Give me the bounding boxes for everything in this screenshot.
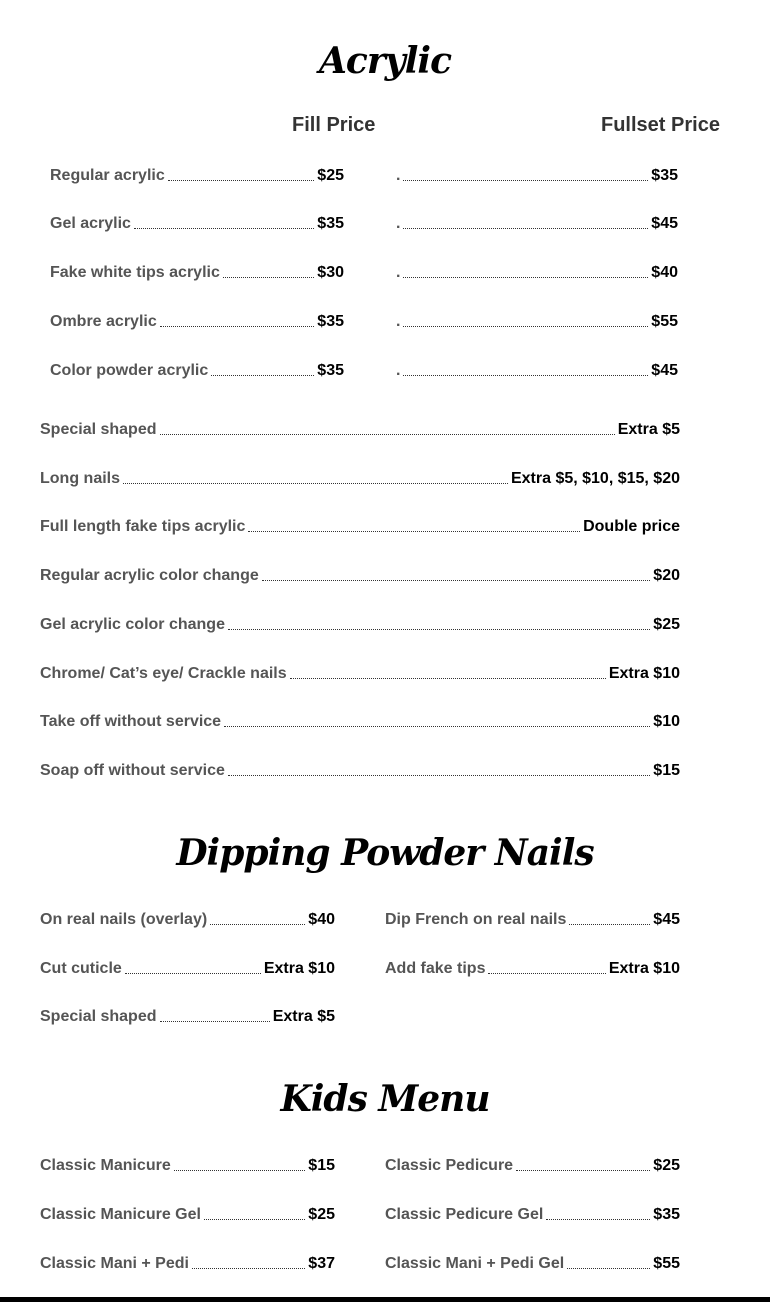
dotted-leader: [567, 1268, 650, 1269]
dotted-leader: [569, 924, 650, 925]
item-label: Color powder acrylic: [50, 362, 209, 379]
item-price: Extra $10: [608, 664, 680, 682]
item-price: $15: [308, 1157, 335, 1174]
menu-item: [40, 909, 335, 929]
item-label: .: [396, 362, 401, 379]
dotted-leader: [125, 973, 261, 974]
item-label: Long nails: [40, 469, 120, 487]
dotted-leader: [403, 277, 648, 278]
item-label: .: [396, 264, 401, 281]
dotted-leader: [228, 775, 650, 776]
item-label: On real nails (overlay): [40, 911, 208, 928]
dotted-leader: [204, 1219, 305, 1220]
menu-item: [40, 565, 680, 585]
item-price: $35: [651, 167, 678, 184]
item-label: Classic Pedicure Gel: [385, 1206, 544, 1223]
item-label: Full length fake tips acrylic: [40, 518, 246, 536]
menu-item: [396, 165, 678, 185]
menu-item: [396, 360, 678, 380]
fill-price-header: Fill Price: [292, 114, 376, 136]
dotted-leader: [403, 180, 648, 181]
dotted-leader: [192, 1268, 305, 1269]
dotted-leader: [160, 326, 315, 327]
item-price: Extra $5: [272, 1008, 335, 1025]
dotted-leader: [403, 375, 648, 376]
item-label: .: [396, 167, 401, 184]
menu-item: [40, 516, 680, 536]
menu-item: [40, 1204, 335, 1224]
menu-item: [396, 311, 678, 331]
item-price: $25: [653, 615, 680, 633]
item-label: Regular acrylic: [50, 167, 165, 184]
item-price: $35: [653, 1206, 680, 1223]
menu-item: [385, 1155, 680, 1175]
item-price: $35: [317, 313, 344, 330]
dotted-leader: [228, 629, 650, 630]
item-price: $10: [653, 713, 680, 731]
item-label: Classic Mani + Pedi: [40, 1255, 189, 1272]
dotted-leader: [248, 531, 580, 532]
item-price: $15: [653, 761, 680, 779]
item-price: $45: [651, 215, 678, 232]
menu-item: [385, 958, 680, 978]
item-price: $20: [653, 567, 680, 585]
dotted-leader: [168, 180, 315, 181]
dotted-leader: [488, 973, 605, 974]
item-price: Extra $5, $10, $15, $20: [510, 469, 680, 487]
item-price: $45: [651, 362, 678, 379]
item-label: .: [396, 215, 401, 232]
menu-item: [40, 468, 680, 488]
item-price: $40: [308, 911, 335, 928]
item-price: $35: [317, 362, 344, 379]
menu-item: [396, 262, 678, 282]
dotted-leader: [262, 580, 651, 581]
dotted-leader: [123, 483, 508, 484]
dotted-leader: [403, 228, 648, 229]
item-label: Regular acrylic color change: [40, 567, 259, 585]
dotted-leader: [403, 326, 648, 327]
item-label: Gel acrylic color change: [40, 615, 225, 633]
menu-item: [50, 213, 344, 233]
menu-item: [40, 1155, 335, 1175]
menu-item: [40, 1006, 335, 1026]
item-label: Gel acrylic: [50, 215, 131, 232]
dotted-leader: [223, 277, 314, 278]
menu-item: [50, 262, 344, 282]
menu-item: [50, 311, 344, 331]
menu-item: [385, 1253, 680, 1273]
kids-section-title: Kids Menu: [280, 1078, 490, 1120]
bottom-bar: [0, 1297, 770, 1302]
dotted-leader: [134, 228, 314, 229]
item-label: .: [396, 313, 401, 330]
menu-item: [40, 419, 680, 439]
item-price: $45: [653, 911, 680, 928]
menu-item: [40, 663, 680, 683]
acrylic-section-title: Acrylic: [318, 40, 451, 82]
item-price: $55: [653, 1255, 680, 1272]
dotted-leader: [210, 924, 305, 925]
item-price: $37: [308, 1255, 335, 1272]
item-label: Dip French on real nails: [385, 911, 567, 928]
item-label: Fake white tips acrylic: [50, 264, 220, 281]
item-label: Take off without service: [40, 713, 222, 731]
dotted-leader: [516, 1170, 650, 1171]
menu-item: [385, 1204, 680, 1224]
item-price: Double price: [583, 518, 680, 536]
menu-item: [50, 165, 344, 185]
item-price: $25: [653, 1157, 680, 1174]
fullset-price-header: Fullset Price: [601, 114, 720, 136]
item-price: $35: [317, 215, 344, 232]
item-price: $30: [317, 264, 344, 281]
menu-item: [385, 909, 680, 929]
item-price: $40: [651, 264, 678, 281]
dipping-section-title: Dipping Powder Nails: [176, 832, 594, 874]
dotted-leader: [546, 1219, 650, 1220]
dotted-leader: [174, 1170, 306, 1171]
item-label: Special shaped: [40, 1008, 157, 1025]
dotted-leader: [160, 434, 615, 435]
item-price: $25: [308, 1206, 335, 1223]
menu-item: [50, 360, 344, 380]
item-label: Classic Mani + Pedi Gel: [385, 1255, 565, 1272]
dotted-leader: [290, 678, 606, 679]
item-label: Classic Manicure: [40, 1157, 171, 1174]
item-label: Cut cuticle: [40, 960, 122, 977]
menu-item: [40, 614, 680, 634]
item-label: Soap off without service: [40, 761, 225, 779]
menu-item: [40, 1253, 335, 1273]
menu-item: [40, 760, 680, 780]
dotted-leader: [224, 726, 650, 727]
menu-item: [396, 213, 678, 233]
menu-item: [40, 958, 335, 978]
dotted-leader: [211, 375, 314, 376]
dotted-leader: [160, 1021, 270, 1022]
item-label: Chrome/ Cat’s eye/ Crackle nails: [40, 664, 287, 682]
item-label: Special shaped: [40, 421, 157, 438]
item-label: Add fake tips: [385, 960, 486, 977]
item-label: Classic Manicure Gel: [40, 1206, 201, 1223]
item-price: Extra $5: [617, 421, 680, 438]
item-price: Extra $10: [263, 960, 335, 977]
item-label: Ombre acrylic: [50, 313, 157, 330]
menu-item: [40, 711, 680, 731]
item-label: Classic Pedicure: [385, 1157, 514, 1174]
item-price: Extra $10: [608, 960, 680, 977]
item-price: $55: [651, 313, 678, 330]
item-price: $25: [317, 167, 344, 184]
